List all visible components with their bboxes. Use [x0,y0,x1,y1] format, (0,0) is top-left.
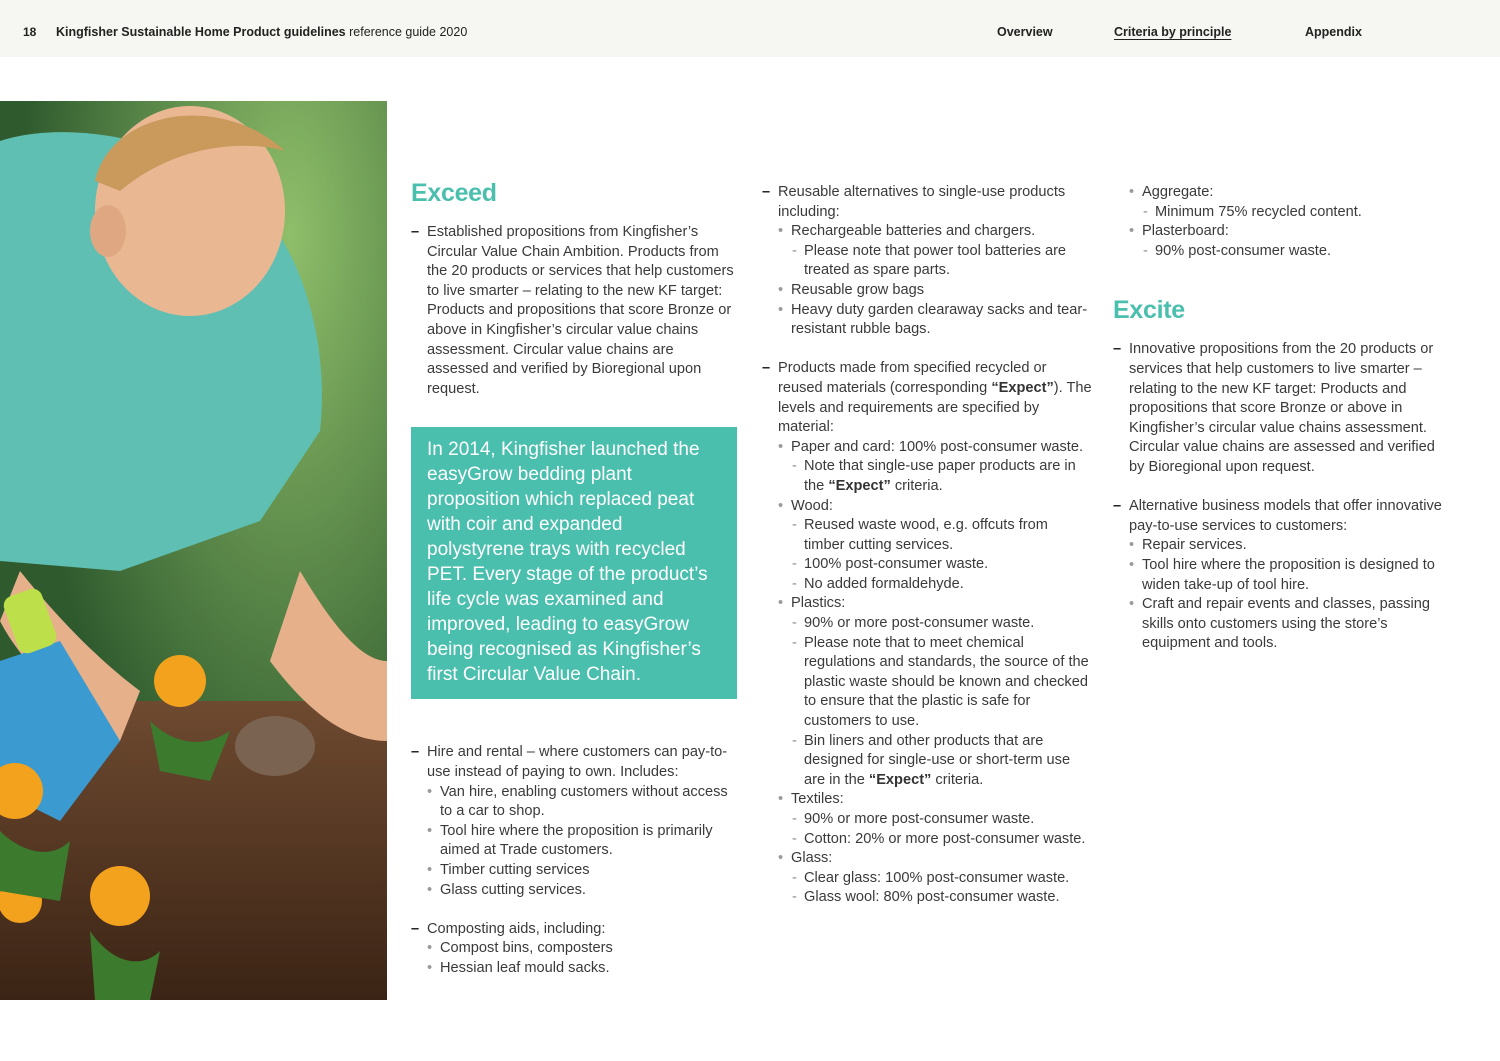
list-subitem: - Please note that power tool batteries are treated as spare parts. [791,242,1092,281]
paper-text: Paper and card: 100% post-consumer waste. [791,438,1084,455]
plastics-text: Plastics: [791,595,846,612]
list-item: • Craft and repair events and classes, passing skills onto customers using the store’s equipment and tools. [1129,595,1443,654]
list-subitem: - Please note that to meet chemical regulations and standards, the source of the plastic waste should be known and checked to ensure that the plastic is safe for customers to use. [791,634,1092,732]
expect-label: “Expect” [991,379,1054,396]
excite-intro: – Innovative propositions from the 20 products or services that help customers to live smarter – relating to the new KF target: Products and propositions that score Bronze or above in Kingfisher’s circular value chains assessment. Circular value chains are assessed and verified by Bioregional upon request. [1113,340,1443,477]
document-title-bold: Kingfisher Sustainable Home Product guidelines [56,25,346,39]
hire-text: Hire and rental – where customers can pay-to-use instead of paying to own. Includes: [427,744,728,780]
list-item [1129,183,1443,222]
nav-overview[interactable]: Overview [997,25,1053,39]
plasterboard-text: Plasterboard: [1142,223,1229,240]
aggregate-text: Aggregate: [1142,184,1214,200]
list-subitem [791,457,1092,496]
list-subitem: - Cotton: 20% or more post-consumer waste. [791,830,1092,850]
nav-criteria-by-principle[interactable]: Criteria by principle [1114,25,1232,39]
recycled-text-b: ). The levels and requirements are specified by material: [778,379,1092,436]
list-subitem: - No added formaldehyde. [791,575,1092,595]
list-item [778,594,1092,790]
textiles-text: Textiles: [791,791,844,808]
heading-exceed: Exceed [411,179,497,207]
list-item: • Reusable grow bags [778,281,1092,301]
list-subitem: - 90% or more post-consumer waste. [791,810,1092,830]
heading-excite: Excite [1113,296,1185,325]
plastics-note-b: criteria. [931,771,984,788]
compost-text: Composting aids, including: [427,920,606,937]
list-item [1129,222,1443,261]
list-subitem: - Clear glass: 100% post-consumer waste. [791,869,1092,889]
paper-note-b: criteria. [890,477,943,494]
recycled-text-a: Products made from specified recycled or reused materials (corresponding [778,360,1047,396]
list-item: • Van hire, enabling customers without access to a car to shop. [427,783,737,822]
column-materials [762,183,1092,928]
list-subitem: - 90% or more post-consumer waste. [791,614,1092,634]
list-item: • Tool hire where the proposition is designed to widen take-up of tool hire. [1129,556,1443,595]
child-gardening-photo [0,101,387,1000]
callout-easygrow: In 2014, Kingfisher launched the easyGrow bedding plant proposition which replaced peat with coir and expanded polystyrene trays with recycled PET. Every stage of the product’s life cycle was examined and improved, leading to easyGrow being recognised as Kingfisher’s first Circular Value Chain. [411,427,737,699]
list-item-hire [411,743,737,900]
list-item: • Timber cutting services [427,861,737,881]
expect-label: “Expect” [868,771,932,788]
glass-text: Glass: [791,850,833,867]
list-subitem [791,732,1092,791]
list-item: • Glass cutting services. [427,881,737,901]
list-item-reusable [762,183,1092,340]
batteries-text: Rechargeable batteries and chargers. [791,223,1036,240]
list-item: • Heavy duty garden clearaway sacks and tear-resistant rubble bags. [778,301,1092,340]
document-title [56,25,467,39]
list-item [778,497,1092,595]
list-item: • Compost bins, composters [427,939,737,959]
nav-appendix[interactable]: Appendix [1305,25,1362,39]
paper-note-a: Note that single-use paper products are in the [804,458,1076,494]
list-item-compost [411,920,737,979]
header-bar [0,0,1500,57]
expect-label: “Expect” [828,477,891,494]
list-item [778,438,1092,497]
column-excite [1113,183,1443,673]
list-subitem: - Reused waste wood, e.g. offcuts from timber cutting services. [791,516,1092,555]
document-title-rest: reference guide 2020 [349,25,468,39]
exceed-intro: – Established propositions from Kingfisher’s Circular Value Chain Ambition. Products from the 20 products or services that help customers to live smarter – relating to the new KF target: Products and propositions that score Bronze or above in Kingfisher’s circular value chains assessment. Circular value chains are assessed and verified by Bioregional upon request. [411,223,737,399]
list-subitem: - Minimum 75% recycled content. [1142,203,1443,223]
list-subitem: - 100% post-consumer waste. [791,555,1092,575]
list-item: • Tool hire where the proposition is primarily aimed at Trade customers. [427,822,737,861]
list-item: • Repair services. [1129,536,1443,556]
list-subitem: - 90% post-consumer waste. [1142,242,1443,262]
column-exceed [411,178,737,998]
list-item-recycled [762,359,1092,908]
list-item [778,790,1092,849]
reusable-text: Reusable alternatives to single-use products including: [778,184,1066,220]
list-item-business-models [1113,497,1443,654]
list-item: • Hessian leaf mould sacks. [427,959,737,979]
list-item [778,222,1092,281]
wood-text: Wood: [791,497,833,514]
list-item [778,849,1092,908]
models-text: Alternative business models that offer innovative pay-to-use services to customers: [1129,498,1442,534]
list-subitem: - Glass wool: 80% post-consumer waste. [791,888,1092,908]
plastics-note-a: Bin liners and other products that are designed for single-use or short-term use are in the [804,732,1071,788]
page-number: 18 [23,25,37,39]
